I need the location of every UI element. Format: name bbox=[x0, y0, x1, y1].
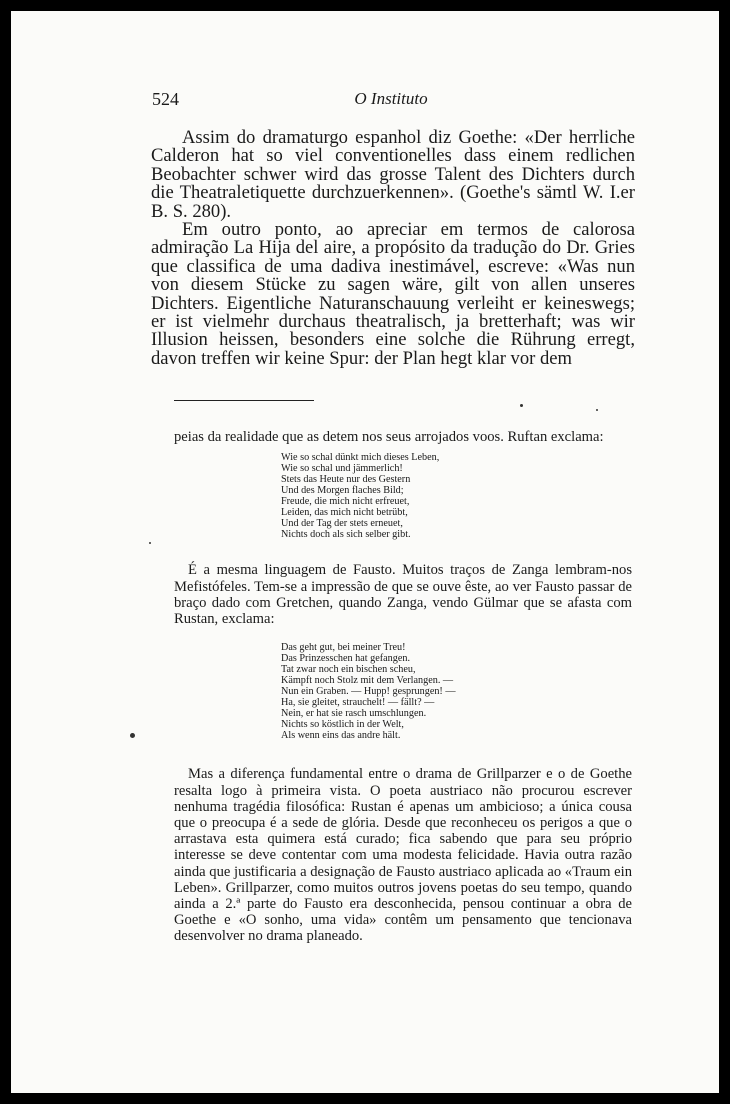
poem-line: Tat zwar noch ein bischen scheu, bbox=[281, 664, 416, 676]
running-title: O Instituto bbox=[354, 89, 428, 108]
main-text bbox=[151, 129, 635, 368]
scanned-page bbox=[11, 11, 719, 1093]
scan-speck bbox=[149, 542, 151, 544]
poem-line: Kämpft noch Stolz mit dem Verlangen. — bbox=[281, 674, 454, 686]
poem-line: Nein, er hat sie rasch umschlungen. bbox=[281, 707, 427, 719]
poem-quote-2 bbox=[281, 643, 632, 741]
poem-line: Stets das Heute nur des Gestern bbox=[281, 474, 411, 486]
scan-speck bbox=[130, 733, 135, 738]
footnote-intro: peias da realidade que as detem nos seus arrojados voos. Ruftan exclama: bbox=[174, 429, 604, 445]
scan-speck bbox=[596, 409, 598, 411]
poem-line: Nichts doch als sich selber gibt. bbox=[281, 528, 411, 540]
footnote bbox=[174, 429, 632, 945]
poem-line: Nun ein Graben. — Hupp! gesprungen! — bbox=[281, 685, 456, 697]
poem-line: Nichts so köstlich in der Welt, bbox=[281, 718, 404, 730]
poem-line: Das Prinzesschen hat gefangen. bbox=[281, 653, 410, 665]
poem-line: Das geht gut, bei meiner Treu! bbox=[281, 642, 406, 654]
poem-line: Wie so schal dünkt mich dieses Leben, bbox=[281, 452, 440, 464]
main-paragraph-1: Assim do dramaturgo espanhol diz Goethe: «Der herrliche Calderon hat so viel conventionelles dass einem redlichen Beobachter schwer wird das grosse Talent des Dichters durch die Theatraletiquette durchzuerkennen». (Goethe's sämtl W. I.er B. S. 280). bbox=[151, 127, 635, 222]
poem-line: Und des Morgen flaches Bild; bbox=[281, 484, 404, 496]
footnote-divider bbox=[174, 400, 314, 401]
page-number: 524 bbox=[152, 89, 179, 109]
footnote-middle: É a mesma linguagem de Fausto. Muitos traços de Zanga lembram-nos Mefistófeles. Tem-se a impressão de que se ouve êste, ao ver Fausto passar de braço dado com Gretchen, quando Zanga, vendo Gülmar que se afasta com Rustan, exclama: bbox=[174, 562, 632, 628]
page-header bbox=[152, 89, 630, 111]
poem-line: Ha, sie gleitet, strauchelt! — fällt? — bbox=[281, 696, 435, 708]
poem-line: Wie so schal und jämmerlich! bbox=[281, 463, 403, 475]
scan-speck bbox=[520, 404, 523, 407]
footnote-closing: Mas a diferença fundamental entre o drama de Grillparzer e o de Goethe resalta logo à primeira vista. O poeta austriaco não procurou escrever nenhuma tragédia filosófica: Rustan é apenas um ambicioso; a única cousa que o preocupa é a sede de glória. Desde que reconheceu os perigos a que o arrastava esta quimera está curado; fica sabendo que para seu próprio interesse se deve contentar com uma modesta felicidade. Havia outra razão ainda que justificaria a designação de Fausto austriaco aplicada ao «Traum ein Leben». Grillparzer, como muitos outros jovens poetas do seu tempo, quando ainda a 2.ª parte do Fausto era desconhecida, pensou continuar a obra de Goethe e «O sonho, uma vida» contêm um pensamento que tencionava desenvolver no drama planeado. bbox=[174, 766, 632, 945]
poem-line: Freude, die mich nicht erfreuet, bbox=[281, 495, 410, 507]
main-paragraph-2: Em outro ponto, ao apreciar em termos de calorosa admiração La Hija del aire, a propósito da tradução do Dr. Gries que classifica de uma dadiva inestimável, escreve: «Was nun von diesem Stücke zu sagen wäre, gilt von allen unseres Dichters. Eigentliche Naturanschauung verleiht er keineswegs; er ist vielmehr durchaus theatralisch, ja bretterhaft; was wir Illusion heissen, besonders eine solche die Rührung erregt, davon treffen wir keine Spur: der Plan hegt klar vor dem bbox=[151, 219, 635, 369]
poem-line: Als wenn eins das andre hält. bbox=[281, 729, 401, 741]
poem-quote-1 bbox=[281, 453, 632, 540]
poem-line: Und der Tag der stets erneuet, bbox=[281, 517, 403, 529]
poem-line: Leiden, das mich nicht betrübt, bbox=[281, 506, 408, 518]
